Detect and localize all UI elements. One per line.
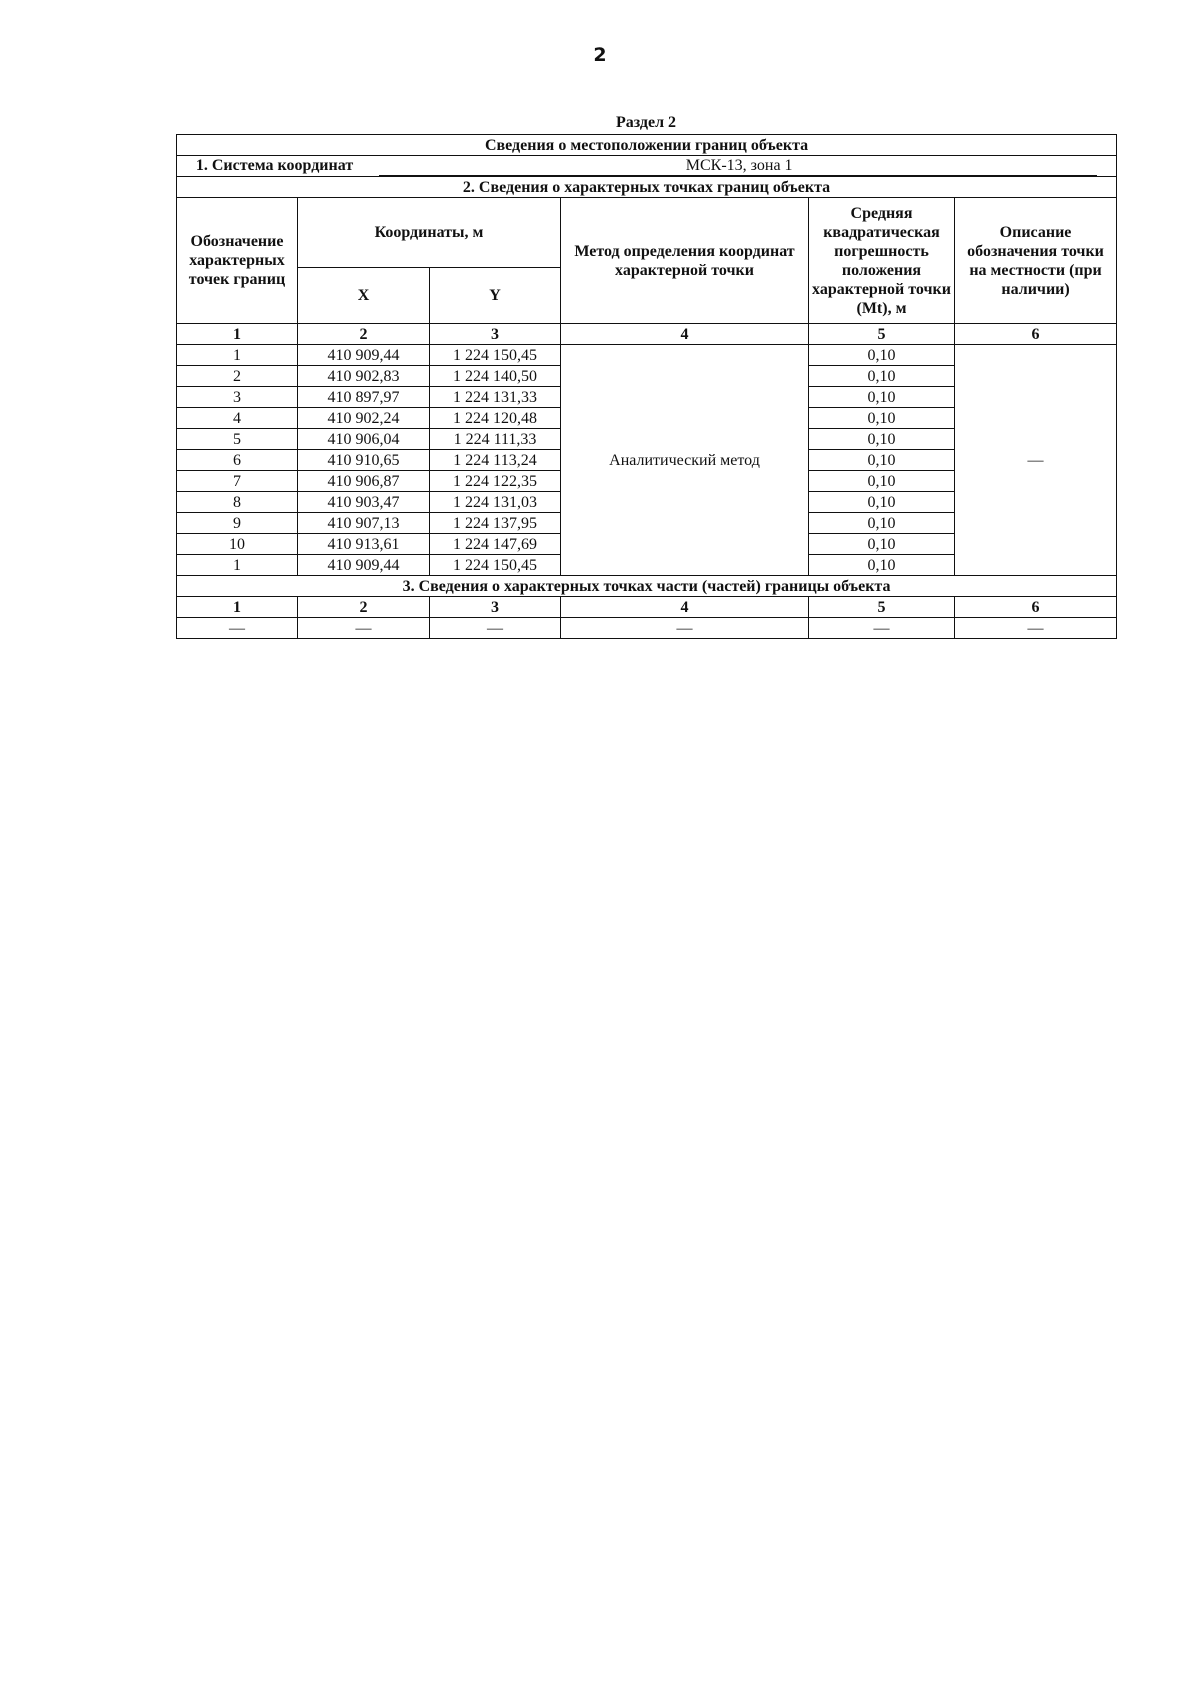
empty-cell: — [561,618,809,639]
accuracy-value: 0,10 [809,555,955,576]
parts-column-numbers-row [177,597,1117,618]
accuracy-value: 0,10 [809,408,955,429]
x-coordinate: 410 910,65 [298,450,430,471]
y-coordinate: 1 224 122,35 [430,471,561,492]
accuracy-value: 0,10 [809,366,955,387]
accuracy-value: 0,10 [809,345,955,366]
header-point: Обозначение характерных точек границ [177,198,298,324]
column-number: 2 [298,324,430,345]
point-number: 3 [177,387,298,408]
x-coordinate: 410 913,61 [298,534,430,555]
points-section-title-row [177,177,1117,198]
x-coordinate: 410 903,47 [298,492,430,513]
column-number: 3 [430,597,561,618]
column-number: 1 [177,324,298,345]
y-coordinate: 1 224 147,69 [430,534,561,555]
method-cell: Аналитический метод [561,345,809,576]
column-numbers-row [177,324,1117,345]
header-description: Описание обозначения точки на местности (при наличии) [955,198,1117,324]
header-coords: Координаты, м [298,198,561,268]
point-number: 1 [177,555,298,576]
column-number: 5 [809,324,955,345]
x-coordinate: 410 906,87 [298,471,430,492]
column-number: 6 [955,324,1117,345]
accuracy-value: 0,10 [809,492,955,513]
point-number: 10 [177,534,298,555]
table-title-row [177,135,1117,156]
header-y: Y [430,268,561,324]
accuracy-value: 0,10 [809,429,955,450]
point-number: 5 [177,429,298,450]
point-number: 6 [177,450,298,471]
coord-system-row [177,156,1117,177]
page-number: 2 [593,44,607,66]
point-number: 4 [177,408,298,429]
y-coordinate: 1 224 131,03 [430,492,561,513]
accuracy-value: 0,10 [809,471,955,492]
header-row-1 [177,198,1117,268]
column-number: 6 [955,597,1117,618]
section-title: Раздел 2 [615,114,677,131]
table-row [177,345,1117,366]
accuracy-value: 0,10 [809,534,955,555]
point-number: 8 [177,492,298,513]
y-coordinate: 1 224 111,33 [430,429,561,450]
y-coordinate: 1 224 150,45 [430,345,561,366]
header-method: Метод определения координат характерной точки [561,198,809,324]
column-number: 1 [177,597,298,618]
parts-section-title: 3. Сведения о характерных точках части (частей) границы объекта [177,576,1117,597]
boundaries-table [176,134,1117,639]
parts-section-title-row [177,576,1117,597]
empty-cell: — [955,618,1117,639]
x-coordinate: 410 909,44 [298,345,430,366]
column-number: 4 [561,597,809,618]
point-number: 1 [177,345,298,366]
y-coordinate: 1 224 131,33 [430,387,561,408]
description-cell: — [955,345,1117,576]
table-title: Сведения о местоположении границ объекта [177,135,1117,156]
header-x: X [298,268,430,324]
table-body [177,135,1117,639]
empty-cell: — [177,618,298,639]
empty-cell: — [298,618,430,639]
coord-system-value: МСК-13, зона 1 [379,156,1097,176]
point-number: 2 [177,366,298,387]
header-accuracy: Средняя квадратическая погрешность положения характерной точки (Mt), м [809,198,955,324]
accuracy-value: 0,10 [809,450,955,471]
points-section-title: 2. Сведения о характерных точках границ объекта [177,177,1117,198]
y-coordinate: 1 224 140,50 [430,366,561,387]
accuracy-value: 0,10 [809,387,955,408]
x-coordinate: 410 909,44 [298,555,430,576]
empty-cell: — [809,618,955,639]
x-coordinate: 410 902,83 [298,366,430,387]
column-number: 4 [561,324,809,345]
x-coordinate: 410 907,13 [298,513,430,534]
y-coordinate: 1 224 137,95 [430,513,561,534]
x-coordinate: 410 897,97 [298,387,430,408]
column-number: 5 [809,597,955,618]
point-number: 7 [177,471,298,492]
x-coordinate: 410 902,24 [298,408,430,429]
coord-system-cell [177,156,1117,177]
accuracy-value: 0,10 [809,513,955,534]
y-coordinate: 1 224 150,45 [430,555,561,576]
coord-system-label: 1. Система координат [195,157,354,174]
y-coordinate: 1 224 113,24 [430,450,561,471]
point-number: 9 [177,513,298,534]
column-number: 2 [298,597,430,618]
x-coordinate: 410 906,04 [298,429,430,450]
parts-empty-row [177,618,1117,639]
empty-cell: — [430,618,561,639]
y-coordinate: 1 224 120,48 [430,408,561,429]
column-number: 3 [430,324,561,345]
